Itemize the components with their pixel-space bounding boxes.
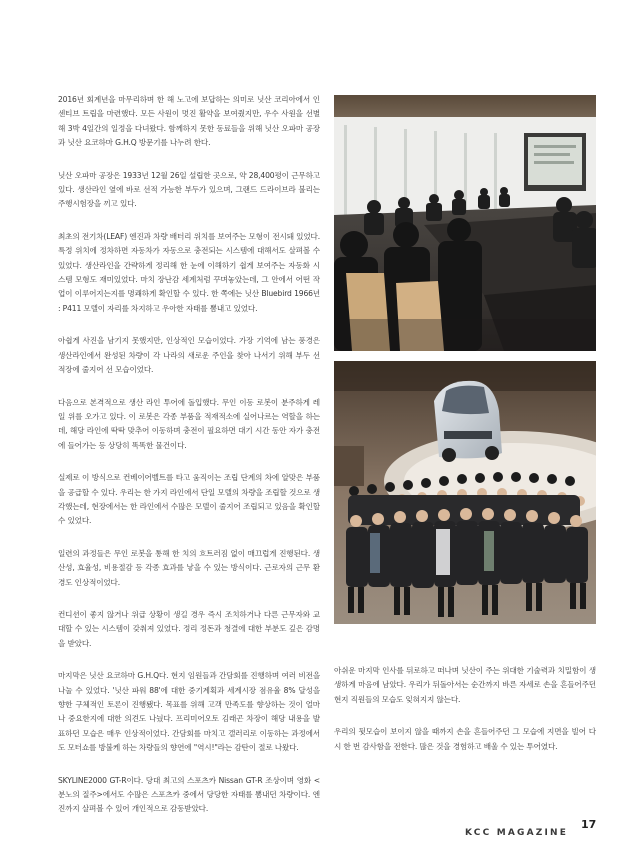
article-paragraph: 최초의 전기차(LEAF) 엔진과 차량 배터리 위치를 보여주는 모형이 전시돼 있었다. 특정 위치에 정차하면 자동차가 자동으로 충전되는 시스템에 대해서도 살펴볼 수 있었다. 생산라인을 간략하게 정리해 한 눈에 이해하기 쉽게 보여주는 자동화 시스템 모형도 재미있었다. 마치 장난감 세계처럼 꾸며놓았는데, 그 안에서 어떤 작업이 이루어지는지를 명쾌하게 확인할 수 있다. 한 쪽에는 닛산 Bluebird 1966년 : P411 모델이 자리를 차지하고 우아한 자태를 뽐내고 있었다. [58,231,320,313]
left-text-column [58,93,320,835]
group-photo [334,361,596,624]
group-with-car-illustration [334,361,596,624]
article-paragraph: 마지막은 닛산 요코하마 G.H.Q다. 현지 임원들과 간담회를 진행하며 여러 비전을 나눌 수 있었다. '닛산 파워 88'에 대한 중기계획과 세계시장 점유율 8% 달성을 향한 구체적인 토론이 진행됐다. 목표를 위해 고객 만족도를 향상하는 것이 얼마나 중요한지에 대한 의견도 나눴다. 프리미어오토 김래곤 차장이 해당 내용을 발표하던 모습은 매우 인상적이었다. 간담회를 마치고 갤러리로 이동하는 과정에서도 모터쇼를 방불케 하는 차량들의 향연에 "역시!"라는 감탄이 절로 나왔다. [58,671,320,753]
meeting-room-photo [334,95,596,351]
article-paragraph: 컨디션이 좋지 않거나 위급 상황이 생길 경우 즉시 조치하거나 다른 근무자와 교대할 수 있는 시스템이 갖춰져 있었다. 정리 정돈과 청결에 대한 부분도 깊은 감명을 받았다. [58,609,320,648]
article-paragraph: 아쉬운 마지막 인사를 뒤로하고 떠나며 닛산이 주는 위대한 기술력과 치밀함이 생생하게 마음에 남았다. 우리가 뒤돌아서는 순간까지 바른 자세로 손을 흔들어주던 현지 직원들의 모습도 잊혀지지 않는다. [334,666,596,704]
page-number: 17 [581,818,597,831]
article-paragraph: 실제로 이 방식으로 컨베이어벨트를 타고 움직이는 조립 단계의 차에 알맞은 부품을 공급할 수 있다. 우리는 한 가지 라인에서 단일 모델의 차량을 조립할 것으로 생각했는데, 현장에서는 한 라인에서 수많은 모델이 줄지어 조립되고 있음을 확인할 수 있었다. [58,473,320,526]
page-footer [465,818,597,839]
magazine-name: KCC MAGAZINE [465,828,569,838]
article-paragraph: 아쉽게 사진을 남기지 못했지만, 인상적인 모습이었다. 가장 기억에 남는 풍경은 생산라인에서 완성된 차량이 각 나라의 새로운 주인을 찾아 나서기 위해 부두 선적장에 줄지어 선 모습이었다. [58,336,320,375]
article-paragraph: SKYLINE2000 GT-R이다. 당대 최고의 스포츠카 Nissan GT-R 조상이며 영화 <분노의 질주>에서도 수많은 스포츠카 중에서 당당한 자태를 뽐내던 차량이다. 엔진까지 살펴볼 수 있어 개인적으로 감동받았다. [58,775,320,814]
article-paragraph: 2016년 회계년을 마무리하며 한 해 노고에 보답하는 의미로 닛산 코리아에서 인센티브 트립을 마련했다. 모든 사원이 멋진 활약을 보여줬지만, 우수 사원을 선별해 3박 4일간의 일정을 다녀왔다. 함께하지 못한 동료들을 위해 닛산 오파마 공장과 닛산 요코하마 G.H.Q 방문기를 나누려 한다. [58,95,320,148]
article-paragraph: 우리의 뒷모습이 보이지 않을 때까지 손을 흔들어주던 그 모습에 지면을 빌어 다시 한 번 감사함을 전한다. 많은 것을 경험하고 배울 수 있는 투어였다. [334,727,596,751]
right-text-column [334,664,596,772]
article-paragraph: 닛산 오파마 공장은 1933년 12월 26일 설립한 곳으로, 약 28,400평이 근무하고 있다. 생산라인 옆에 바로 선적 가능한 부두가 있으며, 그랜드 드라이브라 불리는 주행시험장을 끼고 있다. [58,170,320,209]
meeting-room-illustration [334,95,596,351]
article-paragraph: 일련의 과정들은 무인 로봇을 통해 한 치의 흐트러짐 없이 매끄럽게 진행된다. 생산성, 효율성, 비용절감 등 각종 효과를 낳을 수 있는 방식이다. 근로자의 근무 환경도 인상적이었다. [58,548,320,587]
article-paragraph: 다음으로 본격적으로 생산 라인 투어에 돌입했다. 무인 이동 로봇이 분주하게 레일 위를 오가고 있다. 이 로봇은 각종 부품을 적재적소에 실어나르는 역할을 하는데, 해당 라인에 딱딱 맞추어 이동하며 충전이 필요하면 대기 시간 동안 자가 충전에 들어가는 등 상당히 똑똑한 물건이다. [58,397,320,450]
